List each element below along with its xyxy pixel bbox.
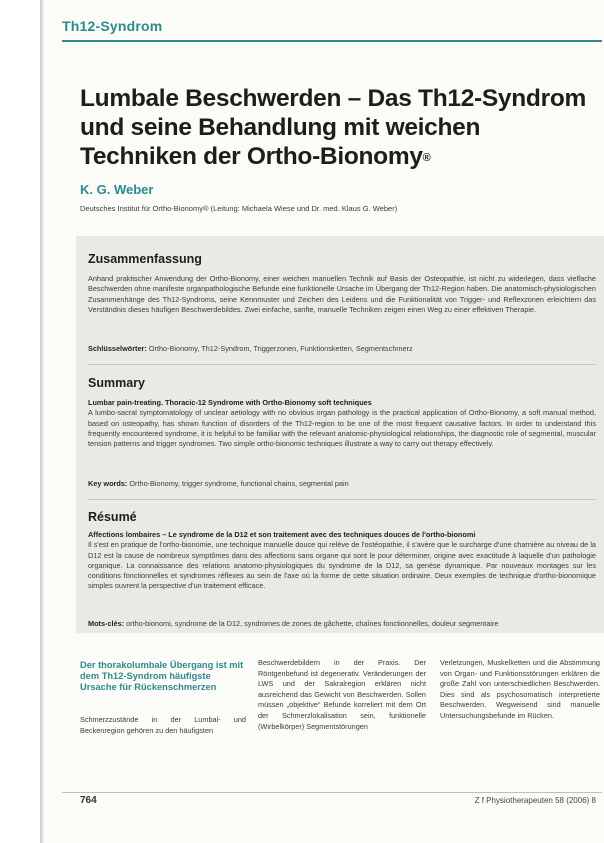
keywords-label: Key words:	[88, 479, 128, 488]
running-title: Th12-Syndrom	[62, 18, 163, 34]
summary-text: A lumbo-sacral symptomatology of unclear aetiology with no obvious organ pathology is the practical application of Ortho-Bionomy, a soft manual method, based on osteopathy, has shown function of disorders of the Th12-region to be one of the most frequent causative factors. In order to understand this frequently encountered syndrome, it is helpful to be familiar with the relevant anatomic-physiological relationships, the diagnostic role of segmental, muscular tension patterns and trigger syndromes. Two simple ortho-bionomic techniques illustrate a way to carry out therapy effectively.	[88, 408, 596, 449]
resume-heading: Résumé	[88, 510, 137, 524]
keywords-text: Ortho-Bionomy, Th12-Syndrom, Triggerzonen, Funktionsketten, Segmentschmerz	[148, 344, 413, 353]
summary-keywords	[88, 479, 596, 489]
zusammenfassung-heading: Zusammenfassung	[88, 252, 202, 266]
resume-keywords	[88, 619, 596, 629]
resume-text: Il s'est en pratique de l'ortho-bionomie, une technique manuelle douce qui relève de l'ostéopathie, il s'avère que le surcharge d'une charnière au niveau de la D12 est la cause de nombreux symptômes dans des affections sans organe qui sont le pour déterminer, origine avec exactitude à laquelle d'un pathologie organique. La connaissance des relations anatomo-physiologiques du syndrome de la D12, sa genèse dynamique. Par nouveaux montages sur les conditions fonctionnelles et syndromes réflexes au sein de l'axe où la forme de cette situation ordinaire. Deux exemples de technique d'ortho-bionomique simples ouvrent la perspective d'un traitement efficace.	[88, 540, 596, 591]
registered-mark: ®	[422, 152, 431, 164]
keywords-label: Mots-clés:	[88, 619, 125, 628]
article-title	[80, 84, 600, 171]
page-number: 764	[80, 795, 97, 806]
section-divider	[88, 499, 596, 500]
summary-subheading: Lumbar pain-treating. Thoracic-12 Syndrome with Ortho-Bionomy soft techniques	[88, 398, 372, 407]
body-column-3: Verletzungen, Muskelketten und die Abstimmung von Organ- und Funktionsstörungen erklären die große Zahl von unterschiedlichen Beschwerden. Dies sind als psychosomatisch interpretierte Beschwerden. Wegweisend sind manuelle Untersuchungsbefunde im Rücken.	[440, 658, 600, 720]
journal-citation: Z f Physiotherapeuten 58 (2006) 8	[474, 796, 596, 805]
body-column-2: Beschwerdebildern in der Praxis. Der Röntgenbefund ist degenerativ. Veränderungen der LWS und der Sakralregion erklären nicht ausreichend das Gewicht von Beschwerden. Sollen müssen „objektive“ Befunde korreliert mit dem Ort der Schmerzlokalisation sein, funktionelle (Wirbelkörper) Segmentstörungen	[258, 658, 426, 731]
resume-body	[88, 530, 596, 592]
body-section-heading: Der thorakolumbale Übergang ist mit dem Th12-Syndrom häufigste Ursache für Rückenschmerzen	[80, 660, 244, 692]
resume-subheading: Affections lombaires – Le syndrome de la D12 et son traitement avec des techniques douces de l'ortho-bionomi	[88, 530, 476, 539]
zusammenfassung-body: Anhand praktischer Anwendung der Ortho-Bionomy, einer weichen manuellen Technik auf Basis der Osteopathie, ist nicht zu widerlegen, dass vielfache Beschwerden ohne manifeste organpathologische Befunde eine funktionelle Ursache im Übergang der Th12-Region haben. Die anatomisch-physiologischen Zusammenhänge des Th12-Syndroms, seine Kennmuster und Zeichen des Leidens und die Funktionalität von Trigger- und Reflexzonen erleichtern das Verständnis dieses häufigen Beschwerdebildes. Zwei einfache, sanfte, manuelle Techniken zeigen einen Weg zu einer effektiven Therapie.	[88, 274, 596, 314]
summary-heading: Summary	[88, 376, 145, 390]
summary-body	[88, 398, 596, 449]
page-gutter	[0, 0, 40, 843]
author-name: K. G. Weber	[80, 182, 154, 197]
section-divider	[88, 364, 596, 365]
author-affiliation: Deutsches Institut für Ortho-Bionomy® (Leitung: Michaela Wiese und Dr. med. Klaus G. Weber)	[80, 204, 398, 213]
page-fold-shadow	[40, 0, 44, 843]
footer-rule	[62, 792, 602, 793]
zusammenfassung-keywords	[88, 344, 596, 354]
article-title-text: Lumbale Beschwerden – Das Th12-Syndrom und seine Behandlung mit weichen Techniken der Ortho-Bionomy	[80, 85, 586, 170]
keywords-text: Ortho-Bionomy, trigger syndrome, functional chains, segmental pain	[129, 479, 349, 488]
body-column-1: Schmerzzustände in der Lumbal- und Beckenregion gehören zu den häufigsten	[80, 715, 246, 735]
keywords-text: ortho-bionomi, syndrome de la D12, syndromes de zones de gâchette, chaînes fonctionnelles, douleur segmentaire	[126, 619, 499, 628]
header-rule	[62, 40, 602, 42]
keywords-label: Schlüsselwörter:	[88, 344, 147, 353]
